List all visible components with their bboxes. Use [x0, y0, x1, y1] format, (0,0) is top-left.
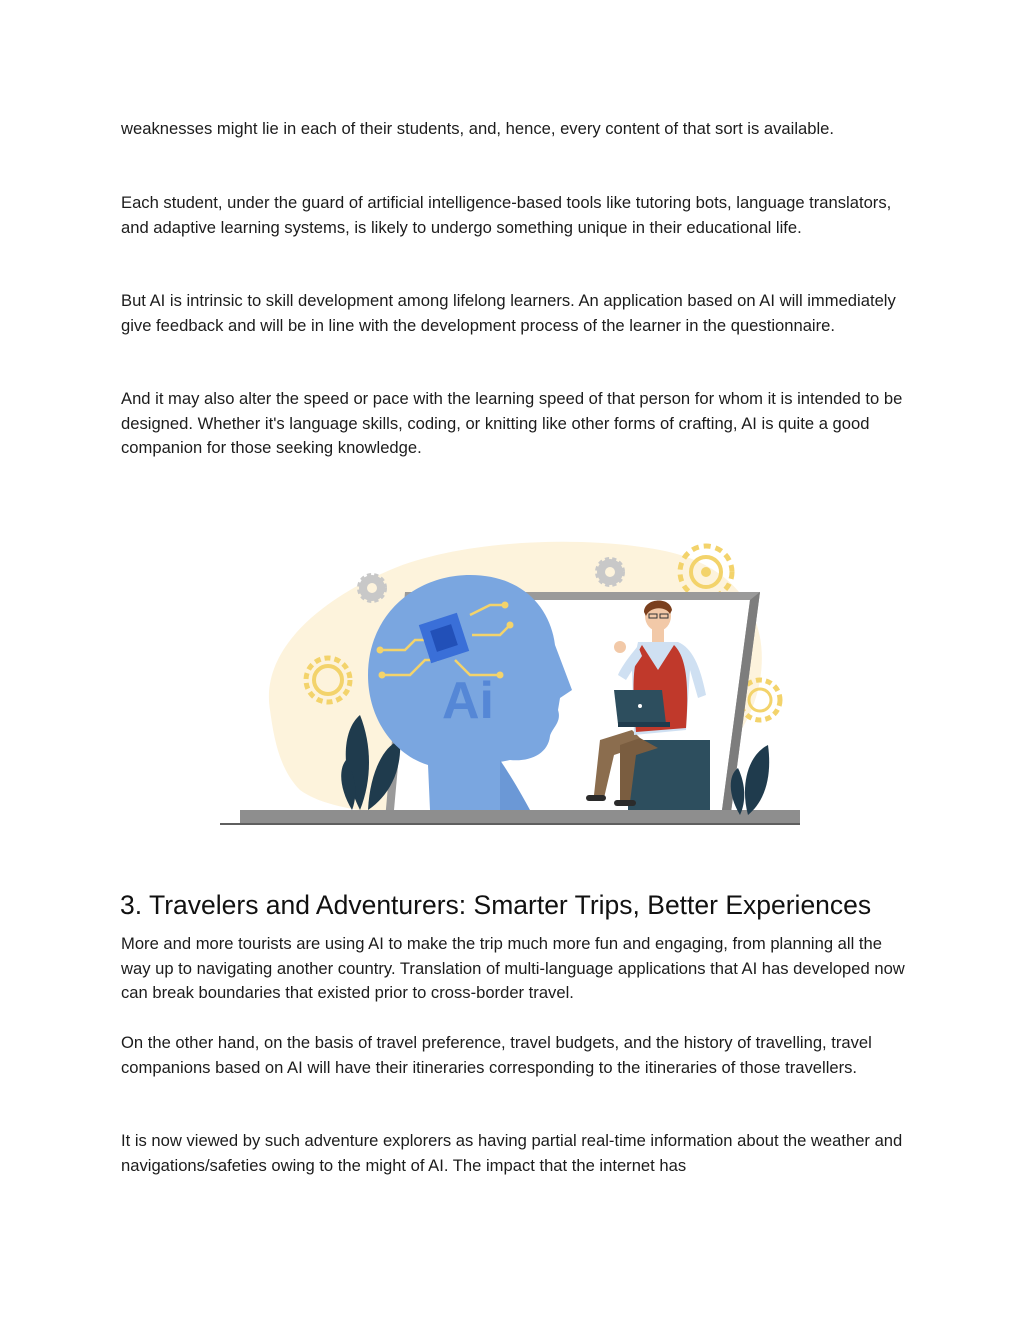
paragraph-lifelong-learners: But AI is intrinsic to skill development among lifelong learners. An application based on AI will immediately give feedback and will be in line with the development process of the learner in the questionnaire.: [121, 291, 896, 335]
paragraph-travel-preference: On the other hand, on the basis of travel preference, travel budgets, and the history of travelling, travel companions based on AI will have their itineraries corresponding to the itineraries of those travellers.: [121, 1033, 872, 1077]
ai-education-illustration: [200, 530, 820, 835]
ai-label: Ai: [442, 672, 494, 730]
section-heading: 3. Travelers and Adventurers: Smarter Trips, Better Experiences: [120, 890, 872, 920]
grey-gear-icon-left: [359, 575, 385, 601]
grey-gear-icon-center: [597, 559, 623, 585]
paragraph-adventure-explorers: It is now viewed by such adventure explorers as having partial real-time information about the weather and navigations/safeties owing to the might of AI. The impact that the internet has: [121, 1131, 903, 1175]
paragraph-weaknesses: weaknesses might lie in each of their students, and, hence, every content of that sort is available.: [121, 119, 835, 138]
paragraph-tourists: More and more tourists are using AI to make the trip much more fun and engaging, from planning all the way up to navigating another country. Translation of multi-language applications that AI has developed now can break boundaries that existed prior to cross-border travel.: [121, 934, 905, 1002]
paragraph-learning-speed: And it may also alter the speed or pace with the learning speed of that person for whom it is intended to be designed. Whether it's language skills, coding, or knitting like other forms of crafting, AI is quite a good companion for those seeking knowledge.: [121, 389, 903, 457]
paragraph-each-student: Each student, under the guard of artificial intelligence-based tools like tutoring bots, language translators, and adaptive learning systems, is likely to undergo something unique in their educational life.: [121, 193, 892, 237]
